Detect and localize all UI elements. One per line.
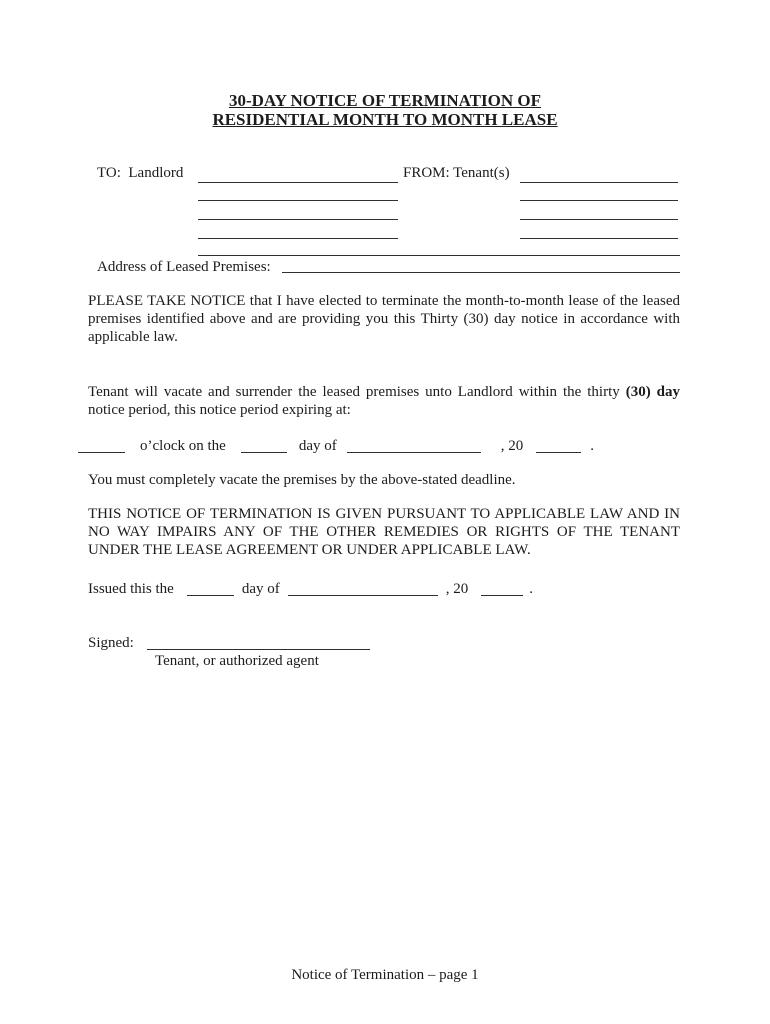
thirty-day-bold-text: (30) day bbox=[625, 384, 680, 400]
landlord-address-line-1[interactable] bbox=[198, 182, 398, 183]
title-line-2: RESIDENTIAL MONTH TO MONTH LEASE bbox=[212, 110, 558, 129]
notice-paragraph-1: PLEASE TAKE NOTICE that I have elected to terminate the month-to-month lease of the leased premises identified above and are providing you this Thirty (30) day notice in accordance with applicable law. bbox=[88, 293, 680, 345]
signed-label: Signed: bbox=[88, 635, 134, 651]
landlord-address-line-2[interactable] bbox=[198, 200, 398, 201]
vacate-paragraph-tail: notice period, this notice period expiring at: bbox=[88, 402, 351, 418]
vacate-paragraph-lead: Tenant will vacate and surrender the leased premises unto Landlord within the thirty bbox=[88, 384, 626, 400]
issued-line bbox=[88, 580, 533, 598]
vacate-paragraph bbox=[88, 383, 680, 419]
issued-year-prefix-label: , 20 bbox=[445, 581, 469, 597]
page-footer: Notice of Termination – page 1 bbox=[291, 967, 479, 983]
oclock-on-the-label: o’clock on the bbox=[140, 438, 226, 454]
expiry-year-field[interactable] bbox=[536, 440, 581, 453]
from-tenants-label: FROM: Tenant(s) bbox=[403, 165, 510, 181]
expiry-year-prefix-label: , 20 bbox=[500, 438, 524, 454]
landlord-address-line-4[interactable] bbox=[198, 238, 398, 239]
issued-day-of-label: day of bbox=[241, 581, 280, 597]
premises-address-line[interactable] bbox=[282, 272, 680, 273]
tenant-name-line-2[interactable] bbox=[520, 200, 678, 201]
tenant-name-line-4[interactable] bbox=[520, 238, 678, 239]
document-title bbox=[0, 91, 770, 129]
issued-month-field[interactable] bbox=[288, 583, 438, 596]
expiry-line-terminator: . bbox=[590, 438, 594, 454]
signature-line[interactable] bbox=[147, 649, 370, 650]
landlord-address-line-3[interactable] bbox=[198, 219, 398, 220]
address-of-premises-label: Address of Leased Premises: bbox=[97, 259, 271, 275]
issued-year-field[interactable] bbox=[481, 583, 523, 596]
to-landlord-label: TO: Landlord bbox=[97, 165, 184, 181]
issued-line-terminator: . bbox=[529, 581, 533, 597]
signature-caption: Tenant, or authorized agent bbox=[155, 653, 319, 669]
expiry-time-field[interactable] bbox=[78, 440, 125, 453]
termination-law-paragraph: THIS NOTICE OF TERMINATION IS GIVEN PURSUANT TO APPLICABLE LAW AND IN NO WAY IMPAIRS ANY OF THE OTHER REMEDIES OR RIGHTS OF THE TENANT UNDER THE LEASE AGREEMENT OR UNDER APPLICABLE LAW. bbox=[88, 506, 680, 558]
tenant-name-line-3[interactable] bbox=[520, 219, 678, 220]
expiry-line bbox=[78, 437, 594, 455]
parties-extra-line[interactable] bbox=[198, 255, 680, 256]
expiry-day-of-label: day of bbox=[298, 438, 337, 454]
expiry-day-field[interactable] bbox=[241, 440, 287, 453]
tenant-name-line-1[interactable] bbox=[520, 182, 678, 183]
vacate-deadline-paragraph: You must completely vacate the premises by the above-stated deadline. bbox=[88, 472, 516, 488]
issued-prefix-label: Issued this the bbox=[88, 581, 174, 597]
issued-day-field[interactable] bbox=[187, 583, 234, 596]
expiry-month-field[interactable] bbox=[347, 440, 481, 453]
title-line-1: 30-DAY NOTICE OF TERMINATION OF bbox=[228, 91, 541, 110]
